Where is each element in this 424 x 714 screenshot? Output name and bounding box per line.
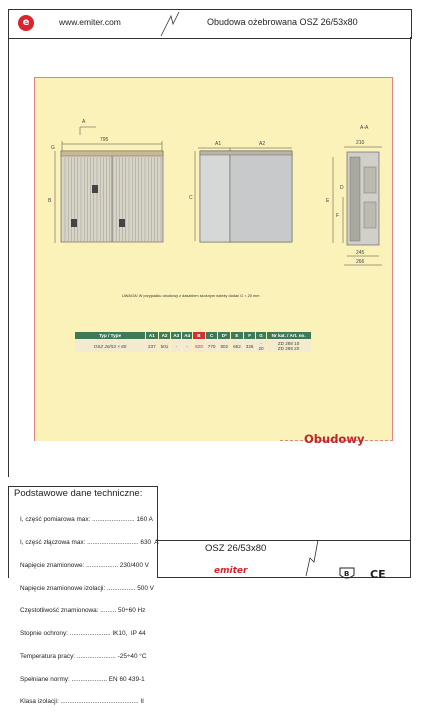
cell-e: 652 [231,340,244,353]
tech-item: Temperatura pracy: ...................... -25÷40 °C [20,652,147,660]
tech-item: Napięcie znamionowe izolacji: ................ 500 V [20,584,154,592]
art-no-2: ZD 288 20 [277,346,300,351]
table-header-row [75,332,312,340]
cell-d: 802 [218,340,231,353]
cell-c: 770 [205,340,218,353]
front-top-label: G [51,145,55,151]
front-view-drawing [48,119,163,243]
side-label-a1: A1 [215,141,222,147]
side-label-a2: A2 [259,141,266,147]
header-a4: A4 [182,332,193,340]
tech-item: Częstotliwość znamionowa: ......... 50÷60 Hz [20,607,146,615]
cell-a3: - [171,340,182,353]
zigzag-icon [300,538,320,578]
side-view-drawing [189,141,292,242]
ce-mark-icon: CE [370,568,386,581]
header-f: F [243,332,256,340]
tech-item: I, część pomiarowa max: ........................ 160 A [20,516,153,524]
emiter-logo-icon: e [18,15,34,31]
front-arrow-label: A [82,119,86,125]
cell-f: 326 [243,340,256,353]
header-c: C [205,332,218,340]
tech-item: Klasa izolacji: ............................................ II [20,698,144,706]
section-label-245: 245 [356,250,365,256]
website-link[interactable]: www.emiter.com [59,17,121,27]
section-label-e: E [326,198,330,204]
cell-g: - 20 [256,340,266,353]
b-badge-text: B [344,570,350,578]
zigzag-icon [157,10,197,38]
cell-a2: 501 [158,340,171,353]
header-g: G [256,332,266,340]
b-certification-icon [339,567,355,581]
header-a2: A2 [158,332,171,340]
tech-item: Napięcie znamionowe: .................. 230/400 V [20,561,149,569]
header-a1: A1 [146,332,159,340]
section-title: A-A [360,125,369,131]
front-side-label: B [48,198,52,204]
cell-b: 820 [193,340,206,353]
section-view-drawing [326,125,382,265]
cell-a4: - [182,340,193,353]
tech-item: Stopnie ochrony: ....................... IK10, IP 44 [20,630,146,638]
section-label: Obudowy [304,432,365,446]
spec-table [74,331,312,353]
header-type: Typ / Type [75,332,146,340]
section-label-210: 210 [356,140,365,146]
tech-data-title: Podstawowe dane techniczne: [14,488,143,499]
page-header [8,9,412,39]
tech-item: Spełniane normy: .................... EN 60 439-1 [20,675,145,683]
frame-left-line [8,37,9,477]
tech-item: I, część złączowa max: ............................. 630 A [20,538,159,546]
header-e: E [231,332,244,340]
section-label-d: D [340,185,344,191]
cell-art-no [266,340,311,353]
frame-right-line [410,37,411,577]
brand-logo: emiter [214,566,248,576]
side-label-c: C [189,195,193,201]
header-a3: A3 [171,332,182,340]
table-row [75,340,312,353]
cell-a1: 237 [146,340,159,353]
section-label-266: 266 [356,259,365,265]
header-b: B [193,332,206,340]
section-label-f: F [336,213,340,219]
front-width-label: 795 [100,137,109,143]
art-no-1: ZD 288 10 [277,341,300,346]
header-d: D* [218,332,231,340]
header-art-no: Nr kat. / Art. no. [266,332,311,340]
warning-note: UWAGA! W przypadku obudowy z daszkiem skośnym należy dodać G = 20 mm [122,293,260,298]
page-title: Obudowa ożebrowana OSZ 26/53x80 [207,17,358,27]
model-label: OSZ 26/53x80 [205,543,267,554]
cell-type: OSZ 26/53 × 80 [75,340,146,353]
tech-data-list [20,501,159,714]
technical-drawings [34,77,393,277]
